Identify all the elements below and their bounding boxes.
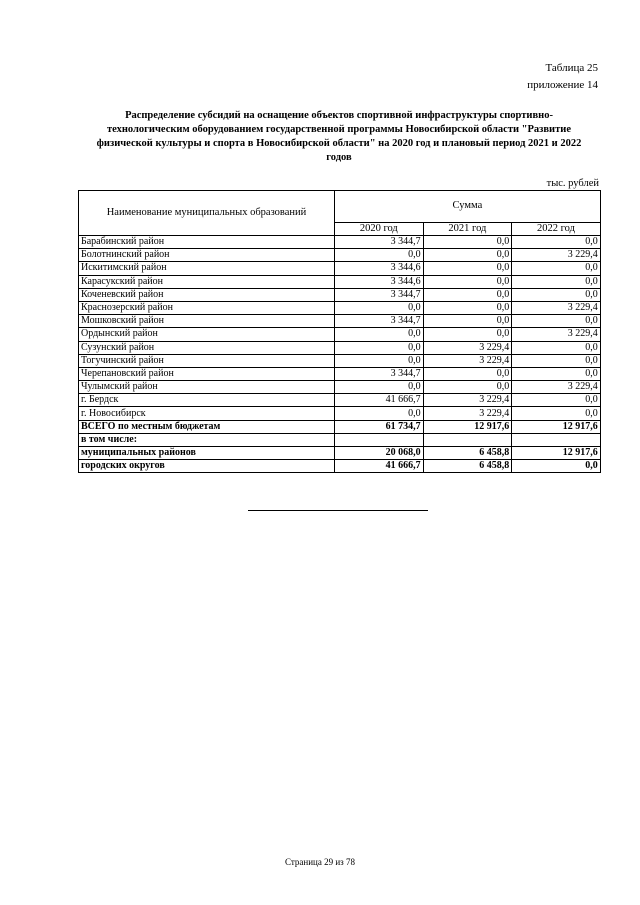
title-line: Распределение субсидий на оснащение объектов спортивной инфраструктуры спортивно- (125, 110, 553, 121)
value-2022: 0,0 (512, 407, 601, 420)
title-line: годов (326, 152, 352, 163)
table-row (79, 328, 601, 341)
page-number: Страница 29 из 78 (285, 857, 355, 867)
municipal-row (79, 447, 601, 460)
table-row (79, 394, 601, 407)
row-name: Мошковский район (79, 315, 335, 328)
value-2022: 0,0 (512, 341, 601, 354)
value-2021: 3 229,4 (423, 354, 512, 367)
value-2022: 3 229,4 (512, 301, 601, 314)
value-2021: 0,0 (423, 275, 512, 288)
row-name: Карасукский район (79, 275, 335, 288)
value-2021: 3 229,4 (423, 341, 512, 354)
value-2021: 0,0 (423, 249, 512, 262)
value-2022: 0,0 (512, 262, 601, 275)
table-row (79, 249, 601, 262)
value-2022: 12 917,6 (512, 420, 601, 433)
value-2020: 41 666,7 (335, 460, 424, 473)
empty-cell (335, 433, 424, 446)
table-row (79, 315, 601, 328)
empty-cell (512, 433, 601, 446)
row-name: Барабинский район (79, 236, 335, 249)
value-2021: 0,0 (423, 367, 512, 380)
value-2022: 0,0 (512, 275, 601, 288)
value-2020: 20 068,0 (335, 447, 424, 460)
including-row (79, 433, 601, 446)
title-line: физической культуры и спорта в Новосибирской области" на 2020 год и плановый период 2021 и 2022 (96, 138, 582, 149)
value-2020: 3 344,7 (335, 288, 424, 301)
value-2021: 3 229,4 (423, 394, 512, 407)
table-row (79, 341, 601, 354)
document-title (78, 109, 600, 165)
row-name: ВСЕГО по местным бюджетам (79, 420, 335, 433)
column-header-name: Наименование муниципальных образований (79, 191, 335, 236)
row-name: Сузунский район (79, 341, 335, 354)
row-name: городских округов (79, 460, 335, 473)
column-header-year: 2021 год (423, 222, 512, 235)
value-2021: 0,0 (423, 262, 512, 275)
value-2020: 3 344,7 (335, 315, 424, 328)
value-2022: 0,0 (512, 236, 601, 249)
column-header-sum: Сумма (335, 191, 601, 223)
total-row (79, 420, 601, 433)
value-2020: 61 734,7 (335, 420, 424, 433)
table-row (79, 367, 601, 380)
row-name: г. Новосибирск (79, 407, 335, 420)
table-row (79, 381, 601, 394)
value-2020: 0,0 (335, 381, 424, 394)
units-label: тыс. рублей (546, 178, 599, 189)
value-2022: 12 917,6 (512, 447, 601, 460)
row-name: Черепановский район (79, 367, 335, 380)
value-2021: 0,0 (423, 328, 512, 341)
row-name: Коченевский район (79, 288, 335, 301)
table-number: Таблица 25 (545, 62, 598, 74)
row-name: в том числе: (79, 433, 335, 446)
row-name: г. Бердск (79, 394, 335, 407)
subsidy-table (78, 190, 601, 473)
value-2020: 3 344,6 (335, 275, 424, 288)
value-2022: 0,0 (512, 288, 601, 301)
table-row (79, 262, 601, 275)
value-2021: 0,0 (423, 301, 512, 314)
value-2020: 3 344,7 (335, 367, 424, 380)
value-2020: 0,0 (335, 301, 424, 314)
table-row (79, 301, 601, 314)
divider-line (248, 510, 428, 511)
value-2020: 3 344,6 (335, 262, 424, 275)
value-2020: 41 666,7 (335, 394, 424, 407)
value-2021: 6 458,8 (423, 460, 512, 473)
table-row (79, 407, 601, 420)
row-name: Краснозерский район (79, 301, 335, 314)
empty-cell (423, 433, 512, 446)
appendix-label: приложение 14 (527, 79, 598, 91)
row-name: Болотнинский район (79, 249, 335, 262)
value-2020: 0,0 (335, 407, 424, 420)
row-name: Чулымский район (79, 381, 335, 394)
value-2022: 0,0 (512, 394, 601, 407)
table-row (79, 236, 601, 249)
value-2022: 3 229,4 (512, 381, 601, 394)
value-2022: 3 229,4 (512, 328, 601, 341)
value-2022: 0,0 (512, 460, 601, 473)
title-line: технологическим оборудованием государственной программы Новосибирской области "Развитие (107, 124, 571, 135)
value-2020: 0,0 (335, 341, 424, 354)
value-2022: 3 229,4 (512, 249, 601, 262)
row-name: Ордынский район (79, 328, 335, 341)
value-2021: 0,0 (423, 381, 512, 394)
value-2020: 0,0 (335, 328, 424, 341)
table-row (79, 288, 601, 301)
value-2021: 0,0 (423, 315, 512, 328)
value-2021: 12 917,6 (423, 420, 512, 433)
value-2022: 0,0 (512, 367, 601, 380)
value-2021: 0,0 (423, 236, 512, 249)
value-2022: 0,0 (512, 315, 601, 328)
value-2020: 0,0 (335, 249, 424, 262)
value-2020: 0,0 (335, 354, 424, 367)
column-header-year: 2022 год (512, 222, 601, 235)
urban-row (79, 460, 601, 473)
row-name: муниципальных районов (79, 447, 335, 460)
table-row (79, 354, 601, 367)
value-2022: 0,0 (512, 354, 601, 367)
value-2020: 3 344,7 (335, 236, 424, 249)
row-name: Искитимский район (79, 262, 335, 275)
value-2021: 3 229,4 (423, 407, 512, 420)
table-row (79, 275, 601, 288)
value-2021: 0,0 (423, 288, 512, 301)
value-2021: 6 458,8 (423, 447, 512, 460)
column-header-year: 2020 год (335, 222, 424, 235)
row-name: Тогучинский район (79, 354, 335, 367)
